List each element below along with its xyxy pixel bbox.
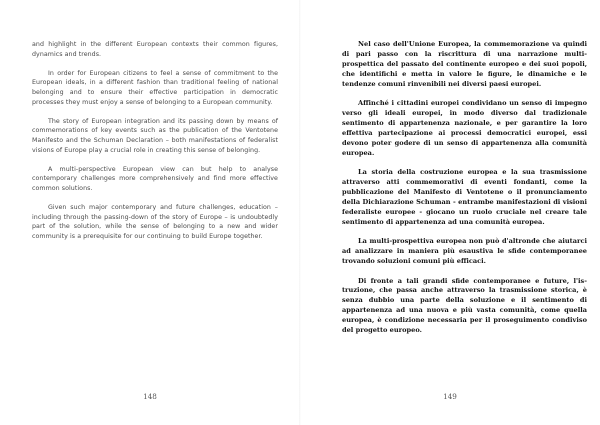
right-paragraph-2: Affinché i cittadini europei condividano un senso di impegno verso gli ideali europei, in modo diverso dal tradizionale sentimento di appartenenza nazionale, e per garantire la loro effettiva partecipazione ai processi democratici europei, essi devono poter godere di un senso di appartenenza alla comunità europea.	[342, 99, 587, 157]
right-paragraph-4: La multi-prospettiva europea non può d'altronde che aiutarci ad analizzare in maniera più esaustiva le sfide contemporanee trovando soluzioni comuni più efficaci.	[342, 237, 587, 265]
left-paragraph-3: The story of European integration and its passing down by means of commemorations of key events such as the publication of the Ventotene Manifesto and the Schuman Declaration – both manifestations of federalist visions of Europe play a crucial role in creating this sense of belonging.	[32, 117, 278, 154]
right-page-text	[342, 40, 587, 346]
left-page-text	[32, 40, 278, 251]
left-paragraph-2: In order for European citizens to feel a sense of commitment to the European ideals, in a different fashion than traditional feeling of national belonging and to ensure their effective participation in democratic processes they must enjoy a sense of belonging to a European community.	[32, 69, 278, 106]
right-page	[300, 0, 600, 425]
right-paragraph-5: Di fronte a tali grandi sfide contemporanee e future, l'istruzione, che passa anche attraverso la trasmissione storica, è senza dubbio una parte della soluzione e il sentimento di appartenenza ad una nuova e più vasta comunità, come quella europea, è condizione necessaria per il proseguimento condiviso del progetto europeo.	[342, 276, 587, 335]
right-paragraph-3: La storia della costruzione europea e la sua trasmissione attraverso atti commemorativi di eventi fondanti, come la pubblicazione del Manifesto di Ventotene o il pronunciamento della Dichiarazione Schuman - entrambe manifestazioni di visioni federaliste europee - giocano un ruolo cruciale nel creare tale sentimento di appartenenza ad una comunità europea.	[342, 168, 587, 226]
left-paragraph-4: A multi-perspective European view can but help to analyse contemporary challenges more comprehensively and find more effective common solutions.	[32, 165, 278, 192]
left-paragraph-5: Given such major contemporary and future challenges, education – including through the passing-down of the story of Europe – is undoubtedly part of the solution, while the sense of belonging to a new and wider community is a prerequisite for our continuing to build Europe together.	[32, 204, 278, 240]
right-paragraph-1: Nel caso dell'Unione Europea, la commemorazione va quindi di pari passo con la riscrittura di una narrazione multi-prospettica del passato del continente europeo e dei suoi popoli, che identifichi e metta in valore le figure, le dinamiche e le tendenze comuni rinvenibili nei diversi paesi europei.	[342, 40, 587, 88]
right-page-number: 149	[443, 392, 457, 401]
left-page-number: 148	[143, 392, 157, 401]
left-paragraph-1: and highlight in the different European contexts their common figures, dynamics and trends.	[32, 41, 278, 58]
